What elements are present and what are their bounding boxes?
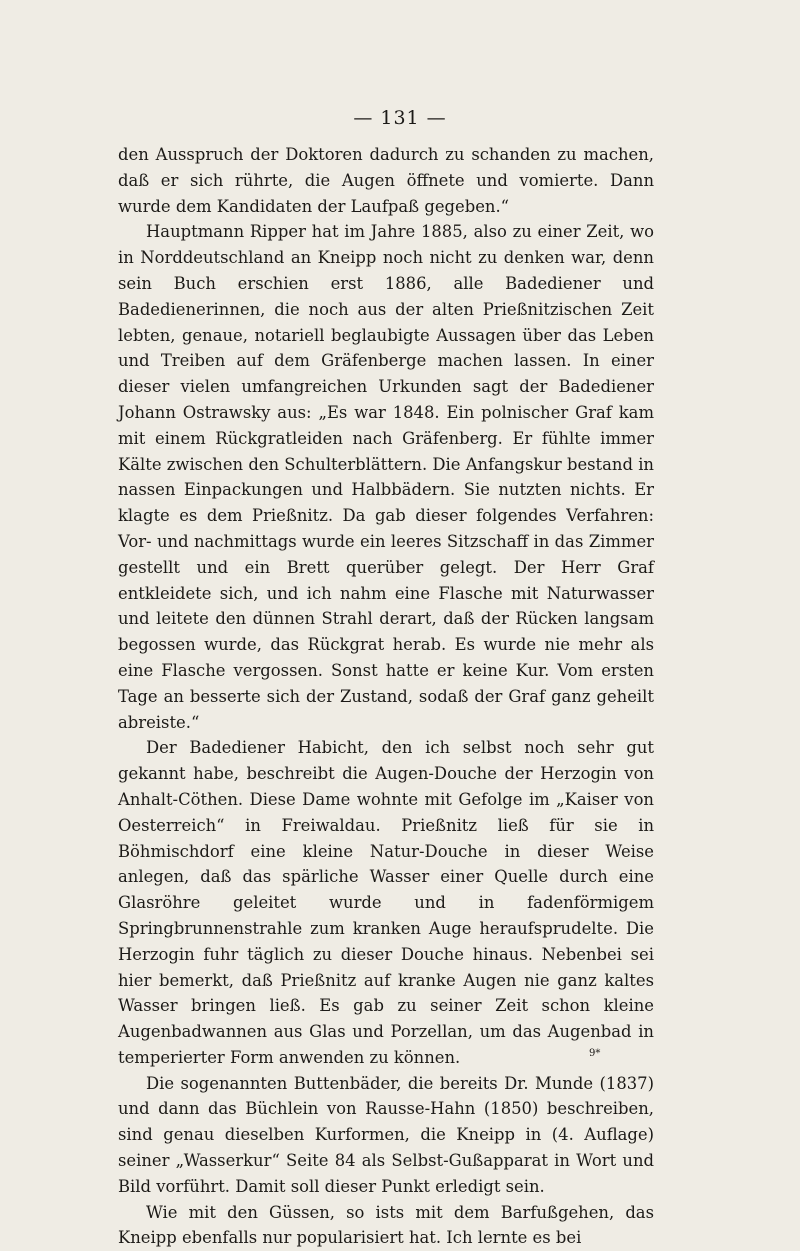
paragraph-5: Wie mit den Güssen, so ists mit dem Barfußgehen, das Kneipp ebenfalls nur popularisiert hat. Ich lernte es bei [118,1202,654,1248]
paragraph-4: Die sogenannten Buttenbäder, die bereits Dr. Munde (1837) und dann das Büchlein von Rausse-Hahn (1850) beschreiben, sind genau dieselben Kurformen, die Kneipp in (4. Auflage) seiner „Wasserkur“ Seite 84 als Selbst-Gußapparat in Wort und Bild vorführt. Damit soll dieser Punkt erledigt sein. [118,1073,654,1196]
page-number: — 131 — [353,107,447,129]
signature-mark: 9* [589,1048,601,1059]
paragraph-2: Hauptmann Ripper hat im Jahre 1885, also zu einer Zeit, wo in Norddeutschland an Kneipp noch nicht zu denken war, denn sein Buch erschien erst 1886, alle Badediener und Badedienerinnen, die noch aus der alten Prießnitzischen Zeit lebten, genaue, notariell beglaubigte Aussagen über das Leben und Treiben auf dem Gräfenberge machen lassen. In einer dieser vielen umfangreichen Urkunden sagt der Badediener Johann Ostrawsky aus: „Es war 1848. Ein polnischer Graf kam mit einem Rückgratleiden nach Gräfenberg. Er fühlte immer Kälte zwischen den Schulterblättern. Die Anfangskur bestand in nassen Einpackungen und Halbbädern. Sie nutzten nichts. Er klagte es dem Prießnitz. Da gab dieser folgendes Verfahren: Vor- und nachmittags wurde ein leeres Sitzschaff in das Zimmer gestellt und ein Brett querüber gelegt. Der Herr Graf entkleidete sich, und ich nahm eine Flasche mit Naturwasser und leitete den dünnen Strahl derart, daß der Rücken langsam begossen wurde, das Rückgrat herab. Es wurde nie mehr als eine Flasche vergossen. Sonst hatte er keine Kur. Vom ersten Tage an besserte sich der Zustand, sodaß der Graf ganz geheilt abreiste.“ [118,222,654,732]
paragraph-3: Der Badediener Habicht, den ich selbst noch sehr gut gekannt habe, beschreibt die Augen-Douche der Herzogin von Anhalt-Cöthen. Diese Dame wohnte mit Gefolge im „Kaiser von Oesterreich“ in Freiwaldau. Prießnitz ließ für sie in Böhmischdorf eine kleine Natur-Douche in dieser Weise anlegen, daß das spärliche Wasser einer Quelle durch eine Glasröhre geleitet wurde und in fadenförmigem Springbrunnenstrahle zum kranken Auge heraufsprudelte. Die Herzogin fuhr täglich zu dieser Douche hinaus. Nebenbei sei hier bemerkt, daß Prießnitz auf kranke Augen nie ganz kaltes Wasser bringen ließ. Es gab zu seiner Zeit schon kleine Augenbadwannen aus Glas und Porzellan, um das Augenbad in temperierter Form anwenden zu können. [118,738,654,1067]
page-body [118,142,654,1251]
paragraph-1: den Ausspruch der Doktoren dadurch zu schanden zu machen, daß er sich rührte, die Augen öffnete und vomierte. Dann wurde dem Kandidaten der Laufpaß gegeben.“ [118,145,654,216]
